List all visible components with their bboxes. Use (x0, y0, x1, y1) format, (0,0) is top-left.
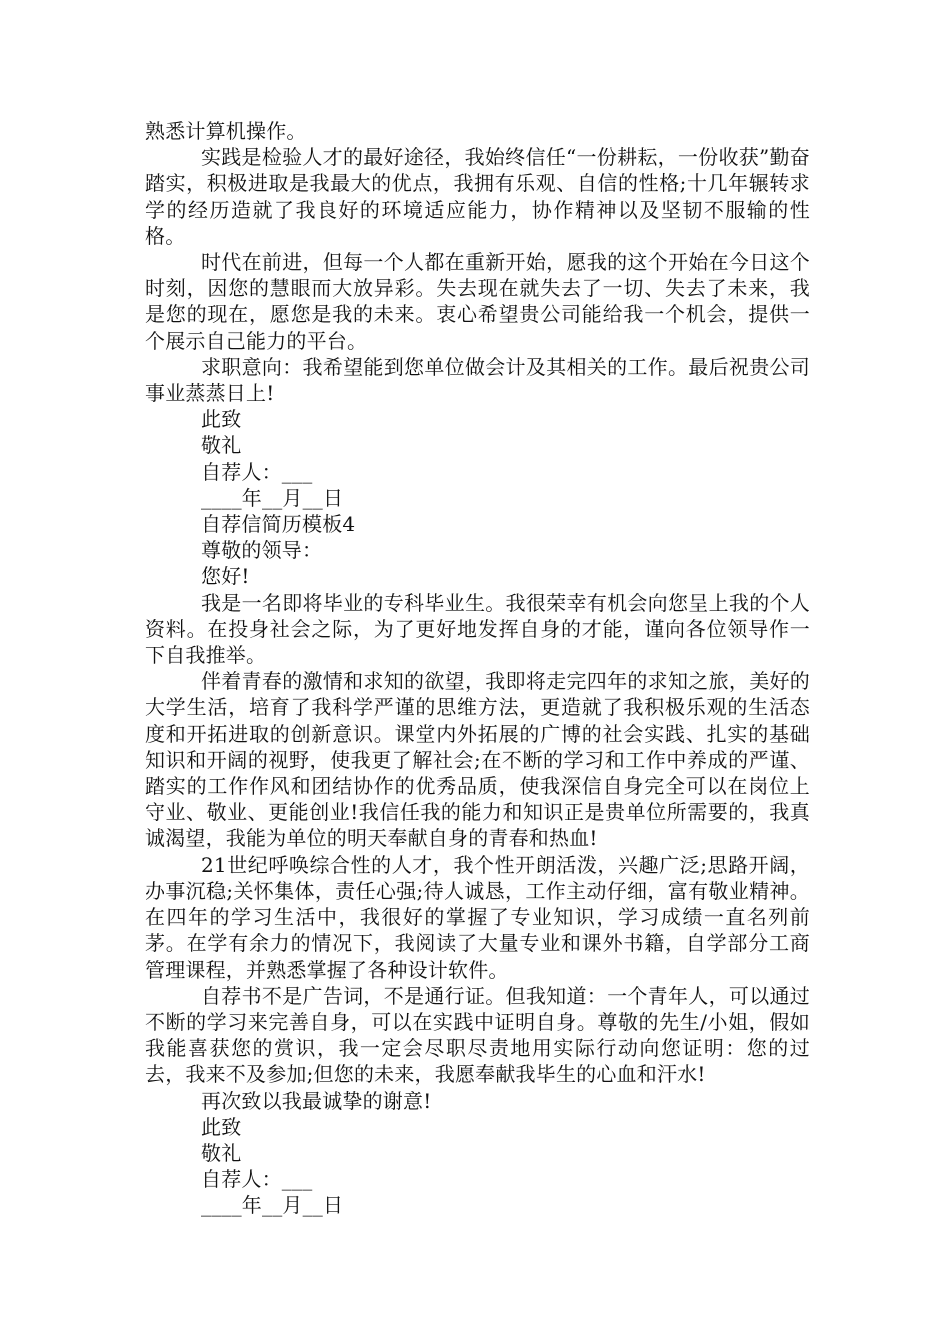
paragraph-era: 时代在前进，但每一个人都在重新开始，愿我的这个开始在今日这个时刻，因您的慧眼而大放异彩。失去现在就失去了一切、失去了未来，我是您的现在，愿您是我的未来。衷心希望贵公司能给我一个机会，提供一个展示自己能力的平台。 (145, 250, 810, 353)
paragraph-university: 伴着青春的激情和求知的欲望，我即将走完四年的求知之旅，美好的大学生活，培育了我科学严谨的思维方法，更造就了我积极乐观的生活态度和开拓进取的创新意识。课堂内外拓展的广博的社会实践、扎实的基础知识和开阔的视野，使我更了解社会;在不断的学习和工作中养成的严谨、踏实的工作作风和团结协作的优秀品质，使我深信自身完全可以在岗位上守业、敬业、更能创业!我信任我的能力和知识正是贵单位所需要的，我真诚渴望，我能为单位的明天奉献自身的青春和热血! (145, 669, 810, 851)
closing-cizhi-2: 此致 (201, 1114, 242, 1139)
date-line: ____年__月__日 (201, 485, 344, 510)
paragraph-practice: 实践是检验人才的最好途径，我始终信任“一份耕耘，一份收获”勤奋踏实，积极进取是我最大的优点，我拥有乐观、自信的性格;十几年辗转求学的经历造就了我良好的环境适应能力，协作精神以及坚韧不服输的性格。 (145, 145, 810, 248)
date-line-2: ____年__月__日 (201, 1193, 344, 1218)
closing-cizhi: 此致 (201, 407, 242, 432)
thanks-line: 再次致以我最诚挚的谢意! (201, 1088, 432, 1113)
closing-jingli-2: 敬礼 (201, 1140, 242, 1165)
paragraph-personality: 21世纪呼唤综合性的人才，我个性开朗活泼，兴趣广泛;思路开阔，办事沉稳;关怀集体，责任心强;待人诚恳，工作主动仔细，富有敬业精神。在四年的学习生活中，我很好的掌握了专业知识，学习成绩一直名列前茅。在学有余力的情况下，我阅读了大量专业和课外书籍，自学部分工商管理课程，并熟悉掌握了各种设计软件。 (145, 852, 810, 982)
salutation: 尊敬的领导： (201, 538, 323, 563)
signature-line-2: 自荐人：___ (201, 1167, 313, 1192)
paragraph-job-intention: 求职意向：我希望能到您单位做会计及其相关的工作。最后祝贵公司事业蒸蒸日上! (145, 354, 810, 406)
closing-jingli: 敬礼 (201, 433, 242, 458)
paragraph-recommendation: 自荐书不是广告词，不是通行证。但我知道：一个青年人，可以通过不断的学习来完善自身，可以在实践中证明自身。尊敬的先生/小姐，假如我能喜获您的赏识，我一定会尽职尽责地用实际行动向您证明：您的过去，我来不及参加;但您的未来，我愿奉献我毕生的心血和汗水! (145, 983, 810, 1087)
paragraph-continuation: 熟悉计算机操作。 (145, 119, 307, 143)
document-body (145, 118, 810, 1219)
paragraph-introduction: 我是一名即将毕业的专科毕业生。我很荣幸有机会向您呈上我的个人资料。在投身社会之际，为了更好地发挥自身的才能，谨向各位领导作一下自我推举。 (145, 590, 810, 668)
section-title: 自荐信简历模板4 (201, 512, 356, 537)
signature-line: 自荐人：___ (201, 459, 313, 484)
greeting: 您好! (201, 564, 250, 589)
